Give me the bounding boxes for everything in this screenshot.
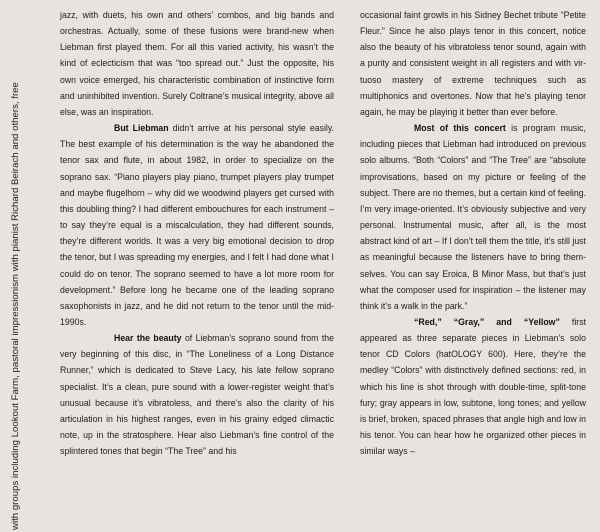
left-text-column [60,7,334,459]
paragraph-lead-heading: But Liebman [114,123,169,134]
paragraph-text: first appeared as three separate pieces in Liebman’s solo tenor CD Colors (hatOLOGY 600). Here, they’re the medley “Colors” with distinctively defined sections: red, in which his line is shot through with double-time, split-tone fury; gray appears in low, subtone, long tones; and yellow is brief, broken, spaced phrases that angle high and low in his tenor. You can hear how he organized other pieces in similar ways – [360,316,586,457]
paragraph-lead-heading: Most of this concert [414,123,506,134]
paragraph-text: of Liebman’s soprano sound from the very beginning of this disc, in “The Loneliness of a Long Distance Runner,” which is dedicated to Steve Lacy, his late fellow soprano specialist. It’s a clean, pure sound with a lower-register weight that’s unusual because it’s vibratoless, and there’s also the clarity of his articulation in his highest ranges, even in his grainy edged climactic note, up in the stratosphere. Hear also Liebman’s fine control of the splintered tones that begin “The Tree” and his [60,333,335,457]
paragraph [60,7,334,120]
paragraph [360,314,586,459]
paragraph-lead-heading: “Red,” “Gray,” and “Yellow” [414,316,560,327]
paragraph [60,120,334,330]
paragraph-lead-heading: Hear the beauty [114,333,182,344]
paragraph-text: jazz, with duets, his own and others’ combos, and big bands and orchestras. Actually, some of these fusions were brand-new when Liebman first played them. For all this varied activity, his wasn’t the kind of eclecticism that was “too spread out.” Just the opposite, his own voice emerged, his characteristic combination of instinctive form and uninhibited invention. Surely Coltrane’s musical integrity, above all else, was an inspiration. [60,10,334,117]
paragraph-text: occasional faint growls in his Sidney Bechet tribute “Petite Fleur.” Since he also plays tenor in this concert, notice also the beauty of his vibratoless tenor sound, again with a purity and consistent weight in all registers and with virtuoso mastery of extreme techniques such as multiphonics and overtones. Now that he’s playing tenor again, he may be playing it better than ever before. [360,10,586,117]
vertical-margin-line: with groups including Lookout Farm, pastoral impressionism with pianist Richard Beirach and others, free [10,82,21,530]
paragraph [60,330,334,459]
vertical-margin-text [3,0,23,532]
paragraph-text: is program music, including pieces that Liebman had introduced on previous solo albums. “Both “Colors” and “The Tree” are “absolute improvisations, based on my picture or feeling of the subject. There are no themes, but a certain kind of feeling. I’m very image-oriented. It’s obviously subjective and very personal. Instrumental music, after all, is the most abstract kind of art – If I don’t tell them the title, it’s still just as meaningful because the listeners have to bring themselves. You can say Eroica, B Minor Mass, but that’s just what the composer used for inspiration – the listener may think it’s a walk in the park.” [360,123,586,311]
paragraph [360,120,586,314]
right-text-column [360,7,586,459]
paragraph-text: didn’t arrive at his personal style easily. The best example of his determination is the way he abandoned the tenor sax and flute, in about 1982, in order to specialize on the soprano sax. “Piano players play piano, trumpet players play trumpet and maybe flugelhorn – why did we woodwind players get cursed with this doubling thing? I had different embouchures for each instrument – to say they’re equal is a miscalculation, they had different sounds, they’re different worlds. It was a very big emotional decision to drop the tenor, but I was spreading my energies, and I felt I had done what I could do on tenor. The soprano seemed to have a lot more room for development.” Before long he became one of the leading soprano saxophonists in jazz, and he did not return to the tenor until the mid-1990s. [60,123,334,327]
paragraph [360,7,586,120]
